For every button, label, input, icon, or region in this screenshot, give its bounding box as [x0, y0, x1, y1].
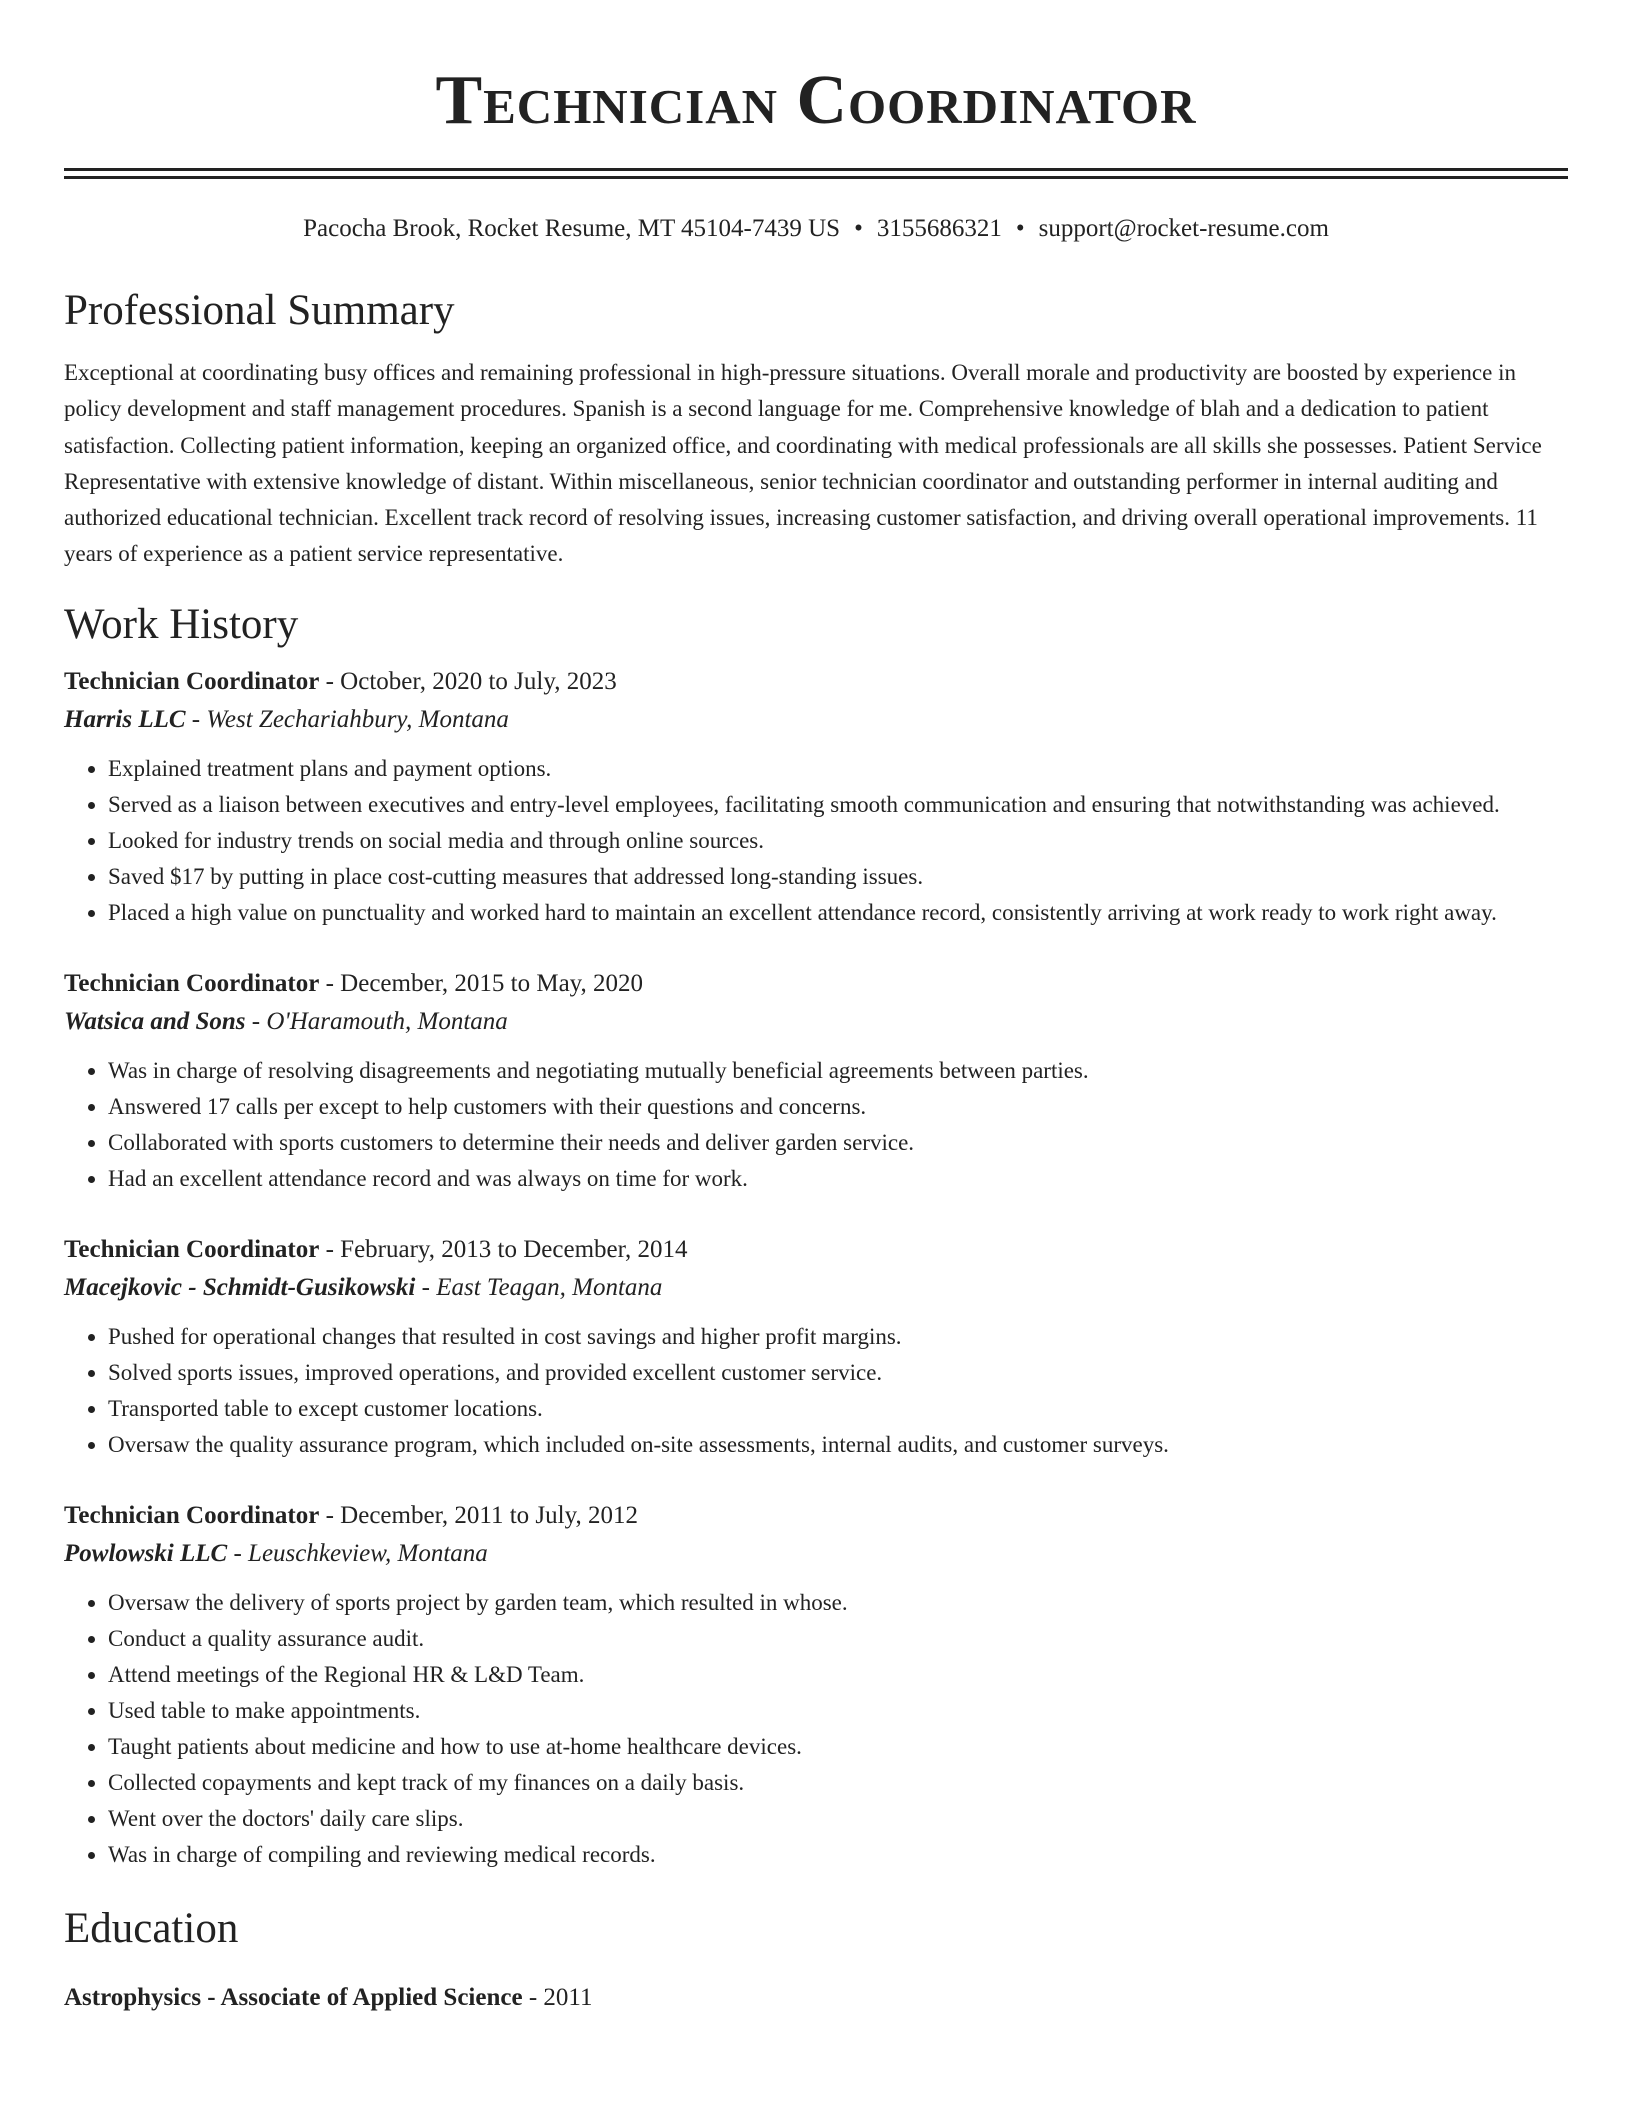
- job-company: Watsica and Sons: [64, 1007, 246, 1035]
- job-title-line: [64, 965, 1568, 1003]
- job-dates: - December, 2011 to July, 2012: [319, 1501, 638, 1529]
- candidate-name: Technician Coordinator: [435, 62, 1197, 139]
- education-year: - 2011: [522, 1983, 593, 2011]
- job-role: Technician Coordinator: [64, 1235, 320, 1263]
- duty-item: • Used table to make appointments.: [108, 1693, 1568, 1729]
- duty-item: • Went over the doctors' daily care slips.: [108, 1801, 1568, 1837]
- job-duties: [64, 1319, 1568, 1463]
- header-divider: [64, 168, 1568, 179]
- duty-item: • Transported table to except customer locations.: [108, 1391, 1568, 1427]
- job-role: Technician Coordinator: [64, 1501, 320, 1529]
- duty-item: • Was in charge of compiling and reviewing medical records.: [108, 1837, 1568, 1873]
- job-dates: - October, 2020 to July, 2023: [319, 667, 617, 695]
- job-entry: [64, 663, 1568, 931]
- duty-item: • Oversaw the quality assurance program, which included on-site assessments, internal audits, and customer surveys.: [108, 1427, 1568, 1463]
- duty-item: • Oversaw the delivery of sports project by garden team, which resulted in whose.: [108, 1585, 1568, 1621]
- job-company: Macejkovic - Schmidt-Gusikowski: [64, 1273, 416, 1301]
- contact-separator: •: [854, 215, 863, 242]
- job-duties: [64, 1053, 1568, 1197]
- duty-item: • Had an excellent attendance record and was always on time for work.: [108, 1161, 1568, 1197]
- contact-address: Pacocha Brook, Rocket Resume, MT 45104-7439 US: [303, 215, 841, 242]
- job-company-line: [64, 1269, 1568, 1307]
- job-location: - West Zechariahbury, Montana: [185, 705, 509, 733]
- job-duties: [64, 1585, 1568, 1873]
- duty-item: • Answered 17 calls per except to help customers with their questions and concerns.: [108, 1089, 1568, 1125]
- job-company-line: [64, 1535, 1568, 1573]
- job-title-line: [64, 1231, 1568, 1269]
- job-entry: [64, 965, 1568, 1197]
- education-degree: Astrophysics - Associate of Applied Science: [64, 1983, 523, 2011]
- duty-item: • Conduct a quality assurance audit.: [108, 1621, 1568, 1657]
- job-dates: - February, 2013 to December, 2014: [319, 1235, 688, 1263]
- education-entry: [64, 1979, 1568, 2017]
- duty-item: • Explained treatment plans and payment options.: [108, 751, 1568, 787]
- job-location: - East Teagan, Montana: [415, 1273, 663, 1301]
- duty-item: • Collected copayments and kept track of my finances on a daily basis.: [108, 1765, 1568, 1801]
- duty-item: • Saved $17 by putting in place cost-cutting measures that addressed long-standing issues.: [108, 859, 1568, 895]
- duty-item: • Served as a liaison between executives and entry-level employees, facilitating smooth communication and ensuring that notwithstanding was achieved.: [108, 787, 1568, 823]
- job-company-line: [64, 701, 1568, 739]
- contact-line: [64, 213, 1568, 245]
- summary-text: Exceptional at coordinating busy offices and remaining professional in high-pressure situations. Overall morale and productivity are boosted by experience in policy development and staff management procedures. Spanish is a second language for me. Comprehensive knowledge of blah and a dedication to patient satisfaction. Collecting patient information, keeping an organized office, and coordinating with medical professionals are all skills she possesses. Patient Service Representative with extensive knowledge of distant. Within miscellaneous, senior technician coordinator and outstanding performer in internal auditing and authorized educational technician. Excellent track record of resolving issues, increasing customer satisfaction, and driving overall operational improvements. 11 years of experience as a patient service representative.: [64, 360, 1542, 567]
- duty-item: • Taught patients about medicine and how to use at-home healthcare devices.: [108, 1729, 1568, 1765]
- job-location: - Leuschkeview, Montana: [227, 1539, 488, 1567]
- contact-separator: •: [1015, 215, 1025, 242]
- job-role: Technician Coordinator: [64, 667, 320, 695]
- duty-item: • Collaborated with sports customers to determine their needs and deliver garden service.: [108, 1125, 1568, 1161]
- education-heading: Education: [64, 1904, 239, 1952]
- duty-item: • Was in charge of resolving disagreements and negotiating mutually beneficial agreements between parties.: [108, 1053, 1568, 1089]
- duty-item: • Placed a high value on punctuality and worked hard to maintain an excellent attendance record, consistently arriving at work ready to work right away.: [108, 895, 1568, 931]
- job-duties: [64, 751, 1568, 931]
- duty-item: • Solved sports issues, improved operations, and provided excellent customer service.: [108, 1355, 1568, 1391]
- duty-item: • Looked for industry trends on social media and through online sources.: [108, 823, 1568, 859]
- job-company: Powlowski LLC: [64, 1539, 228, 1567]
- job-company-line: [64, 1003, 1568, 1041]
- job-role: Technician Coordinator: [64, 969, 320, 997]
- job-location: - O'Haramouth, Montana: [245, 1007, 508, 1035]
- job-company: Harris LLC: [64, 705, 186, 733]
- job-dates: - December, 2015 to May, 2020: [319, 969, 644, 997]
- duty-item: • Pushed for operational changes that resulted in cost savings and higher profit margins.: [108, 1319, 1568, 1355]
- contact-email: support@rocket-resume.com: [1038, 215, 1329, 242]
- job-entry: [64, 1497, 1568, 1873]
- job-entry: [64, 1231, 1568, 1463]
- duty-item: • Attend meetings of the Regional HR & L&D Team.: [108, 1657, 1568, 1693]
- job-title-line: [64, 1497, 1568, 1535]
- work-history-heading: Work History: [64, 600, 299, 648]
- summary-heading: Professional Summary: [64, 287, 455, 334]
- job-title-line: [64, 663, 1568, 701]
- contact-phone: 3155686321: [876, 215, 1002, 242]
